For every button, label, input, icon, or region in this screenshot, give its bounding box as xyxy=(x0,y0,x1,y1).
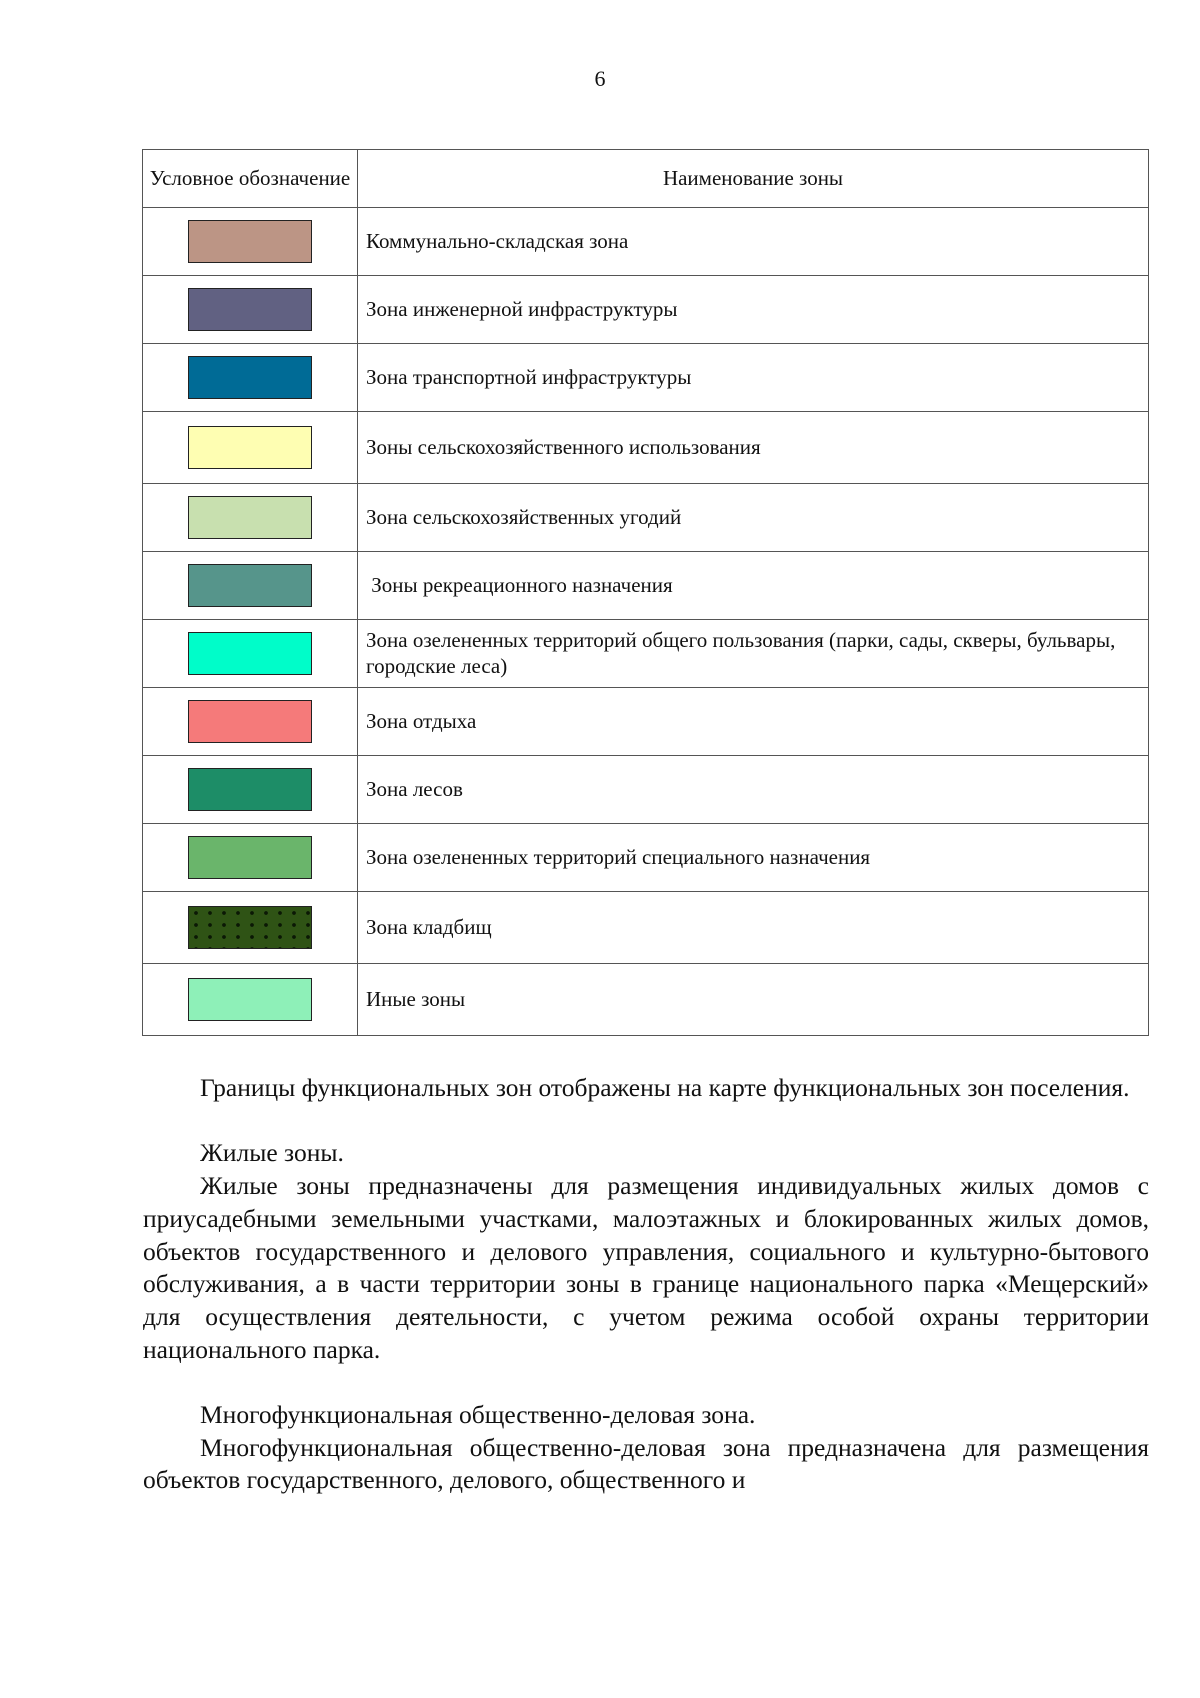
table-row xyxy=(143,276,1149,344)
table-row xyxy=(143,208,1149,276)
symbol-cell xyxy=(143,964,358,1036)
table-row xyxy=(143,964,1149,1036)
heading-business-zone: Многофункциональная общественно-деловая зона. xyxy=(200,1400,756,1429)
heading-residential-zones: Жилые зоны. xyxy=(200,1138,344,1168)
zone-name: Зона отдыха xyxy=(358,688,1149,756)
symbol-cell xyxy=(143,552,358,620)
symbol-cell xyxy=(143,824,358,892)
zone-name: Зона транспортной инфраструктуры xyxy=(358,344,1149,412)
zone-name: Зона кладбищ xyxy=(358,892,1149,964)
table-row xyxy=(143,892,1149,964)
paragraph-business-zone: Многофункциональная общественно-деловая зона предназначена для размещения объектов государственного, делового, общественного и xyxy=(143,1432,1149,1495)
symbol-cell xyxy=(143,892,358,964)
table-header-row xyxy=(143,150,1149,208)
table-row xyxy=(143,484,1149,552)
cemetery-pattern-swatch xyxy=(188,906,312,949)
color-swatch xyxy=(188,426,312,469)
zone-name: Зона инженерной инфраструктуры xyxy=(358,276,1149,344)
zone-name: Зона сельскохозяйственных угодий xyxy=(358,484,1149,552)
zone-name: Зона озелененных территорий общего пользования (парки, сады, скверы, бульвары, городские леса) xyxy=(358,620,1149,688)
zone-name: Зона лесов xyxy=(358,756,1149,824)
symbol-cell xyxy=(143,208,358,276)
table-row xyxy=(143,344,1149,412)
table-row xyxy=(143,412,1149,484)
color-swatch xyxy=(188,768,312,811)
color-swatch xyxy=(188,356,312,399)
color-swatch xyxy=(188,288,312,331)
zone-name: Зоны сельскохозяйственного использования xyxy=(358,412,1149,484)
paragraph-boundaries: Границы функциональных зон отображены на карте функциональных зон поселения. xyxy=(200,1073,1130,1102)
color-swatch xyxy=(188,978,312,1021)
paragraph-residential-zones: Жилые зоны предназначены для размещения индивидуальных жилых домов с приусадебными земельными участками, малоэтажных и блокированных жилых домов, объектов государственного и делового управления, социального и культурно-бытового обслуживания, а в части территории зоны в границе национального парка «Мещерский» для осуществления деятельности, с учетом режима особой охраны территории национального парка. xyxy=(143,1171,1149,1364)
table-row xyxy=(143,756,1149,824)
symbol-cell xyxy=(143,484,358,552)
symbol-cell xyxy=(143,620,358,688)
color-swatch xyxy=(188,564,312,607)
page-number: 6 xyxy=(594,66,606,91)
zone-name: Коммунально-складская зона xyxy=(358,208,1149,276)
color-swatch xyxy=(188,700,312,743)
table-row xyxy=(143,824,1149,892)
zone-legend-table xyxy=(142,149,1149,1036)
zone-name: Иные зоны xyxy=(358,964,1149,1036)
color-swatch xyxy=(188,496,312,539)
symbol-cell xyxy=(143,756,358,824)
header-name: Наименование зоны xyxy=(358,150,1149,208)
symbol-cell xyxy=(143,412,358,484)
table-row xyxy=(143,552,1149,620)
header-symbol: Условное обозначение xyxy=(143,150,358,208)
table-row xyxy=(143,688,1149,756)
color-swatch xyxy=(188,632,312,675)
zone-name: Зона озелененных территорий специального назначения xyxy=(358,824,1149,892)
color-swatch xyxy=(188,836,312,879)
symbol-cell xyxy=(143,688,358,756)
table-row xyxy=(143,620,1149,688)
symbol-cell xyxy=(143,344,358,412)
color-swatch xyxy=(188,220,312,263)
symbol-cell xyxy=(143,276,358,344)
zone-name: Зоны рекреационного назначения xyxy=(358,552,1149,620)
body-text xyxy=(143,1072,1149,1497)
